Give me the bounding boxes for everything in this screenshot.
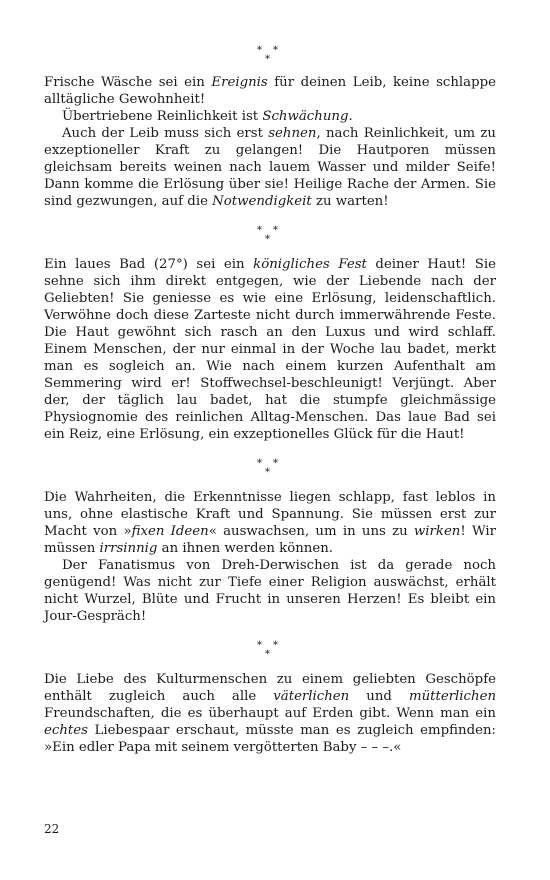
text-run: zu warten! (311, 194, 389, 209)
text-run: , nach Reinlichkeit, um zu exzeptioneller Kraft zu gelangen! Die Hautporen müssen gleichsam bereits weinen nach lauem Wasser und milder Seife! Dann komme die Erlösung über sie! Heilige Rache der Armen. Sie sind gezwungen, auf die (44, 126, 496, 209)
paragraph (44, 74, 496, 108)
section-4 (44, 671, 496, 756)
emphasis-text: Schwächung (262, 109, 349, 124)
emphasis-text: väterlichen (273, 689, 350, 704)
asterisk: * (265, 234, 270, 245)
asterisk: * (257, 45, 262, 56)
asterisk: * (273, 458, 278, 469)
page-number: 22 (44, 822, 60, 836)
text-run: deiner Haut! Sie sehne sich ihm direkt entgegen, wie der Liebende nach der Geliebten! Sie geniesse es wie eine Erlösung, leidenschaftlich. Verwöhne doch diese Zarteste nicht durch immerwährende Feste. Die Haut gewöhnt sich rasch an den Luxus und wird schlaff. Einem Menschen, der nur einmal in der Woche lau badet, merkt man es sogleich an. Wie nach einem kurzen Aufenthalt am Semmering wird er! Stoffwechsel-beschleunigt! Verjüngt. Aber der, der täglich lau badet, hat die stumpfe gleichmässige Physiognomie des reinlichen Alltag-Menschen. Das laue Bad sei ein Reiz, eine Erlösung, ein exzeptionelles Glück für die Haut! (44, 257, 496, 442)
paragraph (44, 557, 496, 625)
text-run: . (348, 109, 353, 124)
paragraph (44, 256, 496, 443)
section-1 (44, 74, 496, 210)
text-run: an ihnen werden können. (157, 541, 334, 556)
section-separator (44, 40, 496, 74)
text-run: Freundschaften, die es überhaupt auf Erden gibt. Wenn man ein (44, 706, 496, 721)
asterisk: * (273, 45, 278, 56)
emphasis-text: fixen Ideen (131, 524, 209, 539)
asterisk: * (273, 225, 278, 236)
asterisk: * (257, 225, 262, 236)
text-run: Die Liebe des Kulturmenschen zu einem geliebten Geschöpfe enthält zugleich auch alle (44, 672, 496, 704)
emphasis-text: irrsinnig (99, 541, 158, 556)
emphasis-text: Ereignis (211, 75, 268, 90)
text-run: Liebespaar erschaut, müsste man es zugleich empfinden: »Ein edler Papa mit seinem vergötterten Baby – – –.« (44, 723, 496, 755)
text-run: Die Wahrheiten, die Erkenntnisse liegen schlapp, fast leblos in uns, ohne elastische Kraft und Spannung. Sie müssen erst zur Macht von » (44, 490, 496, 539)
text-run: Ein laues Bad (27°) sei ein (44, 257, 254, 272)
section-separator (44, 453, 496, 487)
asterisk: * (257, 640, 262, 651)
section-2 (44, 256, 496, 443)
text-run: und (349, 689, 409, 704)
emphasis-text: wirken (413, 524, 461, 539)
asterisk: * (265, 54, 270, 65)
emphasis-text: mütterlichen (408, 689, 497, 704)
text-run: ! Wir müssen (44, 524, 496, 556)
text-run: für deinen Leib, keine schlappe alltägliche Gewohnheit! (44, 75, 496, 107)
emphasis-text: Notwendigkeit (212, 194, 312, 209)
text-run: Übertriebene Reinlichkeit ist (61, 109, 263, 124)
asterisk: * (265, 467, 270, 478)
text-run: « auswachsen, um in uns zu (208, 524, 414, 539)
text-run: Auch der Leib muss sich erst (61, 126, 269, 141)
paragraph (44, 125, 496, 210)
emphasis-text: sehnen (268, 126, 317, 141)
section-separator (44, 635, 496, 669)
asterisk: * (273, 640, 278, 651)
section-3 (44, 489, 496, 625)
text-run: Frische Wäsche sei ein (44, 75, 212, 90)
page-body (44, 40, 496, 756)
paragraph (44, 489, 496, 557)
emphasis-text: echtes (44, 723, 88, 738)
section-separator (44, 220, 496, 254)
paragraph (44, 671, 496, 756)
text-run: Der Fanatismus von Dreh-Derwischen ist da gerade noch genügend! Was nicht zur Tiefe einer Religion auswächst, erhält nicht Wurzel, Blüte und Frucht in unseren Herzen! Es bleibt ein Jour-Gespräch! (44, 558, 496, 624)
paragraph (44, 108, 496, 125)
emphasis-text: königliches Fest (253, 257, 367, 272)
asterisk: * (265, 649, 270, 660)
asterisk: * (257, 458, 262, 469)
